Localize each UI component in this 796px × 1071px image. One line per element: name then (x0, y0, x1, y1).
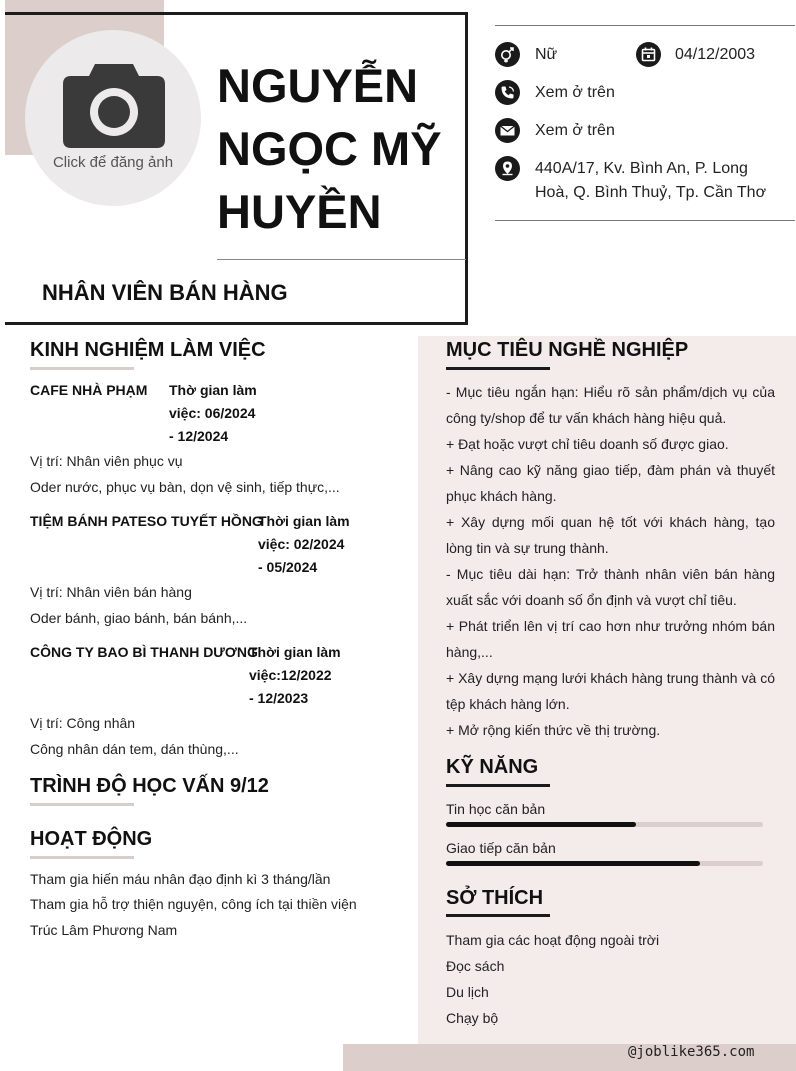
gender-icon (495, 42, 520, 67)
experience-3-description: Công nhân dán tem, dán thùng,... (30, 741, 239, 757)
education-title: TRÌNH ĐỘ HỌC VẤN 9/12 (30, 775, 269, 797)
objective-line: + Xây dựng mối quan hệ tốt với khách hàng, tạo lòng tin và sự trung thành. (446, 514, 775, 556)
skills-title: KỸ NĂNG (446, 756, 539, 778)
name-line-2: NGỌC MỸ (217, 122, 442, 175)
experience-3-time (249, 641, 341, 710)
contact-divider-bottom (495, 220, 795, 221)
objective-line: + Mở rộng kiến thức về thị trường. (446, 722, 661, 738)
address-line-2: Hoà, Q. Bình Thuỷ, Tp. Cần Thơ (535, 184, 767, 201)
activity-line: Tham gia hiến máu nhân đạo định kì 3 tháng/lần (30, 871, 331, 887)
experience-1-time-line: - 12/2024 (169, 428, 229, 444)
experience-1-time (169, 379, 257, 448)
objective-line: + Xây dựng mạng lưới khách hàng trung thành và có tệp khách hàng lớn. (446, 670, 775, 712)
skill-name: Giao tiếp căn bản (446, 840, 556, 856)
experience-title-underline (30, 367, 134, 370)
objective-title: MỤC TIÊU NGHỀ NGHIỆP (446, 339, 689, 361)
activity-line: Trúc Lâm Phương Nam (30, 922, 178, 938)
photo-upload-label: Click để đăng ảnh (52, 154, 174, 171)
full-name (217, 54, 457, 243)
hobbies-title: SỞ THÍCH (446, 887, 544, 909)
hobby-item: Chạy bộ (446, 1010, 499, 1026)
name-line-1: NGUYỄN (217, 59, 419, 112)
hobby-item: Du lịch (446, 984, 489, 1000)
skill-bar-fill (446, 822, 636, 827)
objective-text (446, 379, 775, 743)
experience-2-time-line: việc: 02/2024 (258, 536, 345, 552)
address-value (535, 157, 766, 205)
experience-2-description: Oder bánh, giao bánh, bán bánh,... (30, 610, 248, 626)
objective-line: - Mục tiêu ngắn hạn: Hiểu rõ sản phẩm/dịch vụ của công ty/shop để tư vấn khách hàng hiệu quả. (446, 384, 775, 426)
hobby-item: Tham gia các hoạt động ngoài trời (446, 932, 660, 948)
activities-title-underline (30, 856, 134, 859)
experience-title: KINH NGHIỆM LÀM VIỆC (30, 339, 266, 361)
experience-3-time-line: - 12/2023 (249, 690, 309, 706)
phone-icon (495, 80, 520, 105)
birthday-value: 04/12/2003 (675, 46, 756, 63)
experience-2-position: Vị trí: Nhân viên bán hàng (30, 584, 192, 600)
phone-value: Xem ở trên (535, 84, 615, 101)
objective-line: + Nâng cao kỹ năng giao tiếp, đàm phán và thuyết phục khách hàng. (446, 462, 775, 504)
experience-3-company: CÔNG TY BAO BÌ THANH DƯƠNG (30, 644, 258, 660)
objective-line: - Mục tiêu dài hạn: Trở thành nhân viên bán hàng xuất sắc với doanh số ổn định và vượt chỉ tiêu. (446, 566, 775, 608)
avatar-upload[interactable] (25, 30, 201, 206)
activities-title: HOẠT ĐỘNG (30, 828, 153, 850)
experience-2-time-line: - 05/2024 (258, 559, 318, 575)
experience-3-position: Vị trí: Công nhân (30, 715, 136, 731)
objective-line: + Đạt hoặc vượt chỉ tiêu doanh số được giao. (446, 436, 729, 452)
name-line-3: HUYỀN (217, 185, 382, 238)
skill-bar (446, 822, 763, 827)
job-title: NHÂN VIÊN BÁN HÀNG (42, 280, 288, 305)
email-icon (495, 118, 520, 143)
location-icon (495, 156, 520, 181)
experience-1-position: Vị trí: Nhân viên phục vụ (30, 453, 183, 469)
experience-3-time-line: Thời gian làm (249, 644, 341, 660)
experience-2-company: TIỆM BÁNH PATESO TUYẾT HỒNG (30, 513, 263, 529)
experience-2-time-line: Thời gian làm (258, 513, 350, 529)
skill-name: Tin học căn bản (446, 801, 546, 817)
name-divider (217, 259, 466, 260)
email-value: Xem ở trên (535, 122, 615, 139)
experience-1-description: Oder nước, phục vụ bàn, dọn vệ sinh, tiếp thực,... (30, 479, 340, 495)
experience-1-time-line: việc: 06/2024 (169, 405, 256, 421)
hobbies-title-underline (446, 914, 550, 917)
skills-title-underline (446, 784, 550, 787)
gender-value: Nữ (535, 46, 558, 63)
skill-bar (446, 861, 763, 866)
address-line-1: 440A/17, Kv. Bình An, P. Long (535, 160, 748, 177)
experience-1-company: CAFE NHÀ PHẠM (30, 382, 148, 398)
watermark: @joblike365.com (628, 1044, 755, 1060)
contact-divider-top (495, 25, 795, 26)
experience-1-time-line: Thờ gian làm (169, 382, 257, 398)
objective-title-underline (446, 367, 550, 370)
education-title-underline (30, 803, 134, 806)
camera-icon (61, 56, 167, 148)
experience-2-time (258, 510, 350, 579)
skill-bar-fill (446, 861, 700, 866)
hobby-item: Đọc sách (446, 958, 505, 974)
experience-3-time-line: việc:12/2022 (249, 667, 332, 683)
activity-line: Tham gia hỗ trợ thiện nguyện, công ích tại thiền viện (30, 896, 357, 912)
objective-line: + Phát triển lên vị trí cao hơn như trưởng nhóm bán hàng,... (446, 618, 775, 660)
calendar-icon (636, 42, 661, 67)
